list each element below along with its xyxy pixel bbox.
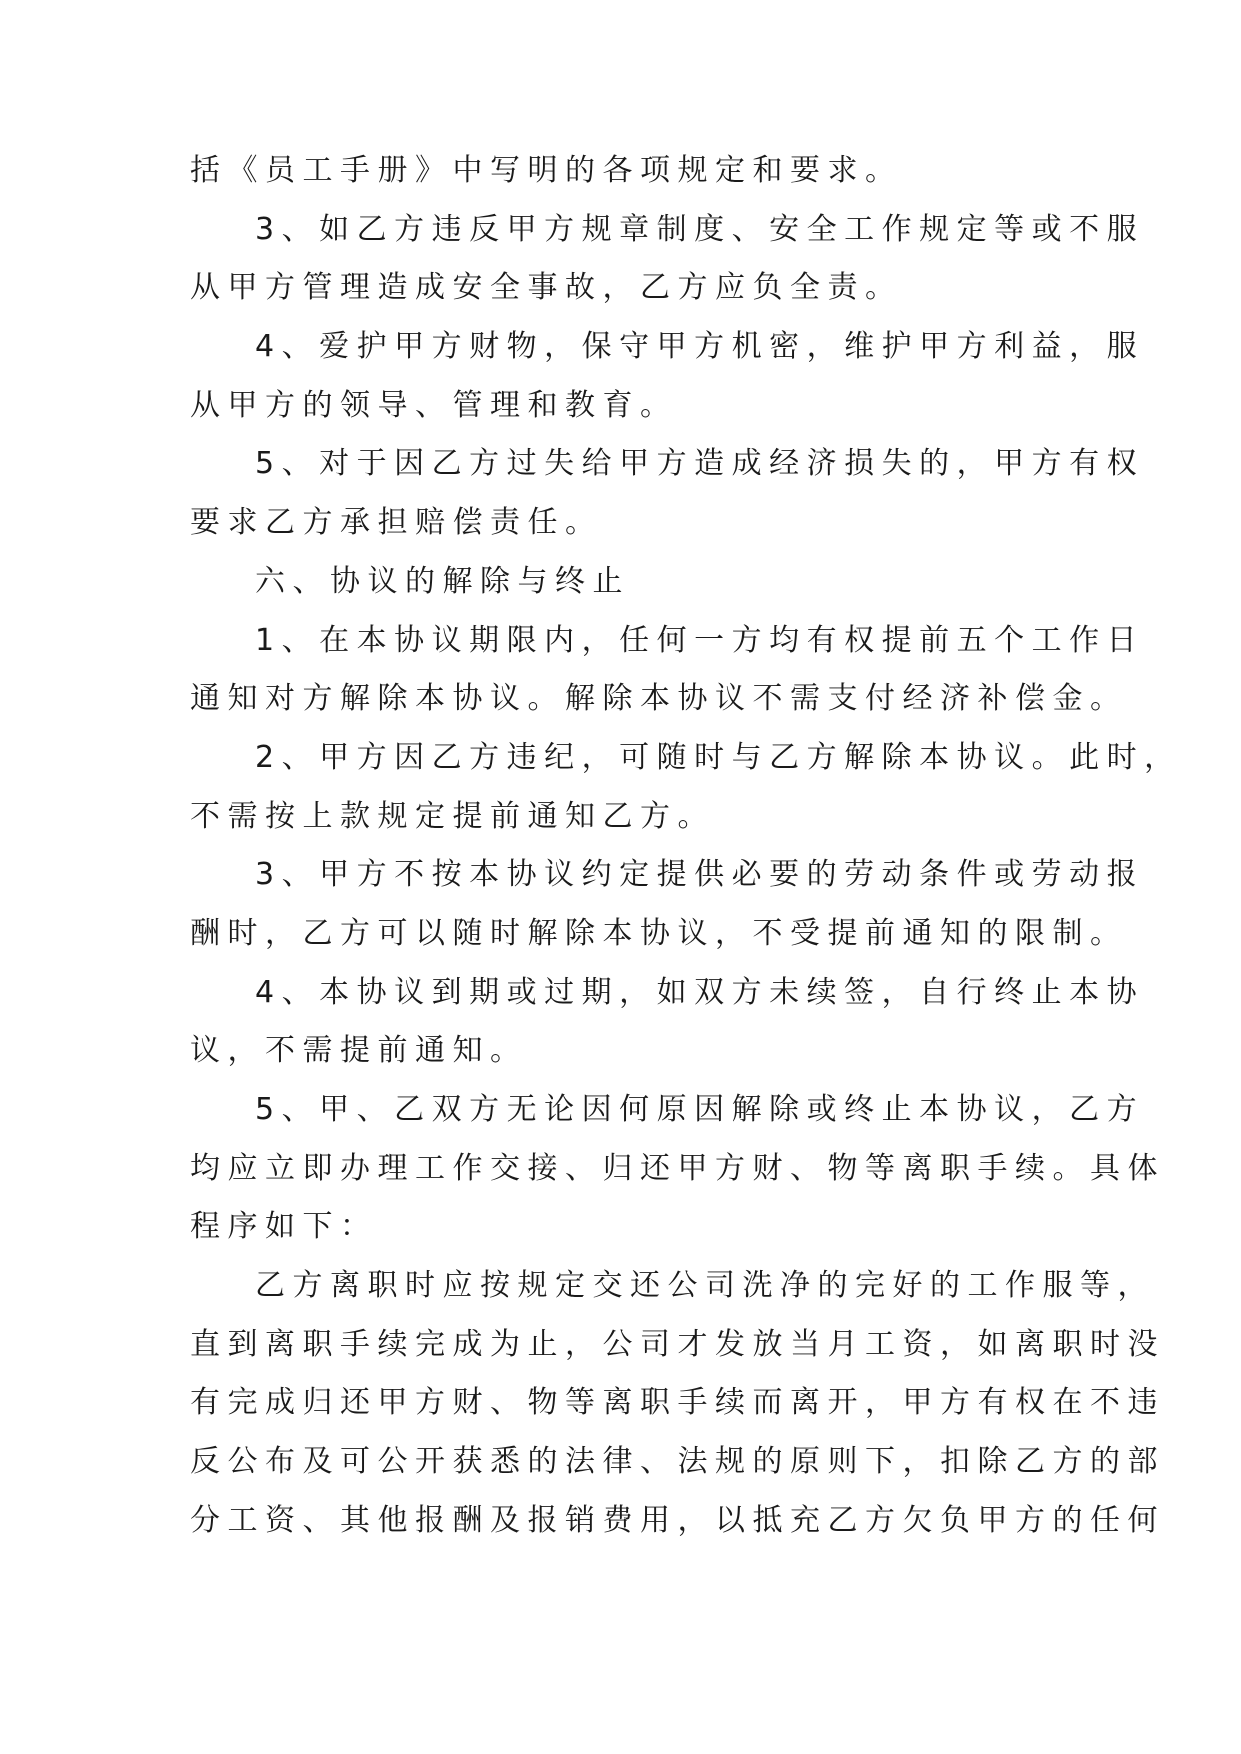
- document-body: [190, 153, 1182, 1565]
- text-line: 4、爱护甲方财物，保守甲方机密，维护甲方利益，服: [255, 329, 1145, 365]
- text-line: 酬时，乙方可以随时解除本协议，不受提前通知的限制。: [190, 915, 1128, 951]
- text-line: 4、本协议到期或过期，如双方未续签，自行终止本协: [255, 974, 1145, 1010]
- text-line: 乙方离职时应按规定交还公司洗净的完好的工作服等，: [255, 1268, 1155, 1304]
- text-line: 2、甲方因乙方违纪，可随时与乙方解除本协议。此时，: [255, 739, 1182, 775]
- text-line: 分工资、其他报酬及报销费用，以抵充乙方欠负甲方的任何: [190, 1502, 1165, 1538]
- text-line: 括《员工手册》中写明的各项规定和要求。: [190, 153, 903, 188]
- text-line: 均应立即办理工作交接、归还甲方财、物等离职手续。具体: [190, 1150, 1165, 1186]
- text-line: 直到离职手续完成为止，公司才发放当月工资，如离职时没: [190, 1326, 1165, 1362]
- text-line: 3、甲方不按本协议约定提供必要的劳动条件或劳动报: [255, 857, 1145, 893]
- text-line: 有完成归还甲方财、物等离职手续而离开，甲方有权在不违: [190, 1385, 1165, 1421]
- text-line: 要求乙方承担赔偿责任。: [190, 505, 603, 541]
- text-line: 通知对方解除本协议。解除本协议不需支付经济补偿金。: [190, 681, 1128, 717]
- text-line: 六、协议的解除与终止: [255, 563, 630, 599]
- text-line: 3、如乙方违反甲方规章制度、安全工作规定等或不服: [255, 211, 1145, 247]
- text-line: 不需按上款规定提前通知乙方。: [190, 798, 715, 834]
- text-line: 反公布及可公开获悉的法律、法规的原则下，扣除乙方的部: [190, 1444, 1165, 1480]
- text-line: 议，不需提前通知。: [190, 1033, 528, 1069]
- text-line: 5、对于因乙方过失给甲方造成经济损失的，甲方有权: [255, 446, 1145, 482]
- text-line: 程序如下：: [190, 1209, 378, 1245]
- text-line: 从甲方管理造成安全事故，乙方应负全责。: [190, 270, 903, 306]
- text-line: 1、在本协议期限内，任何一方均有权提前五个工作日: [255, 622, 1145, 658]
- text-line: 从甲方的领导、管理和教育。: [190, 387, 678, 423]
- text-line: 5、甲、乙双方无论因何原因解除或终止本协议，乙方: [255, 1092, 1145, 1127]
